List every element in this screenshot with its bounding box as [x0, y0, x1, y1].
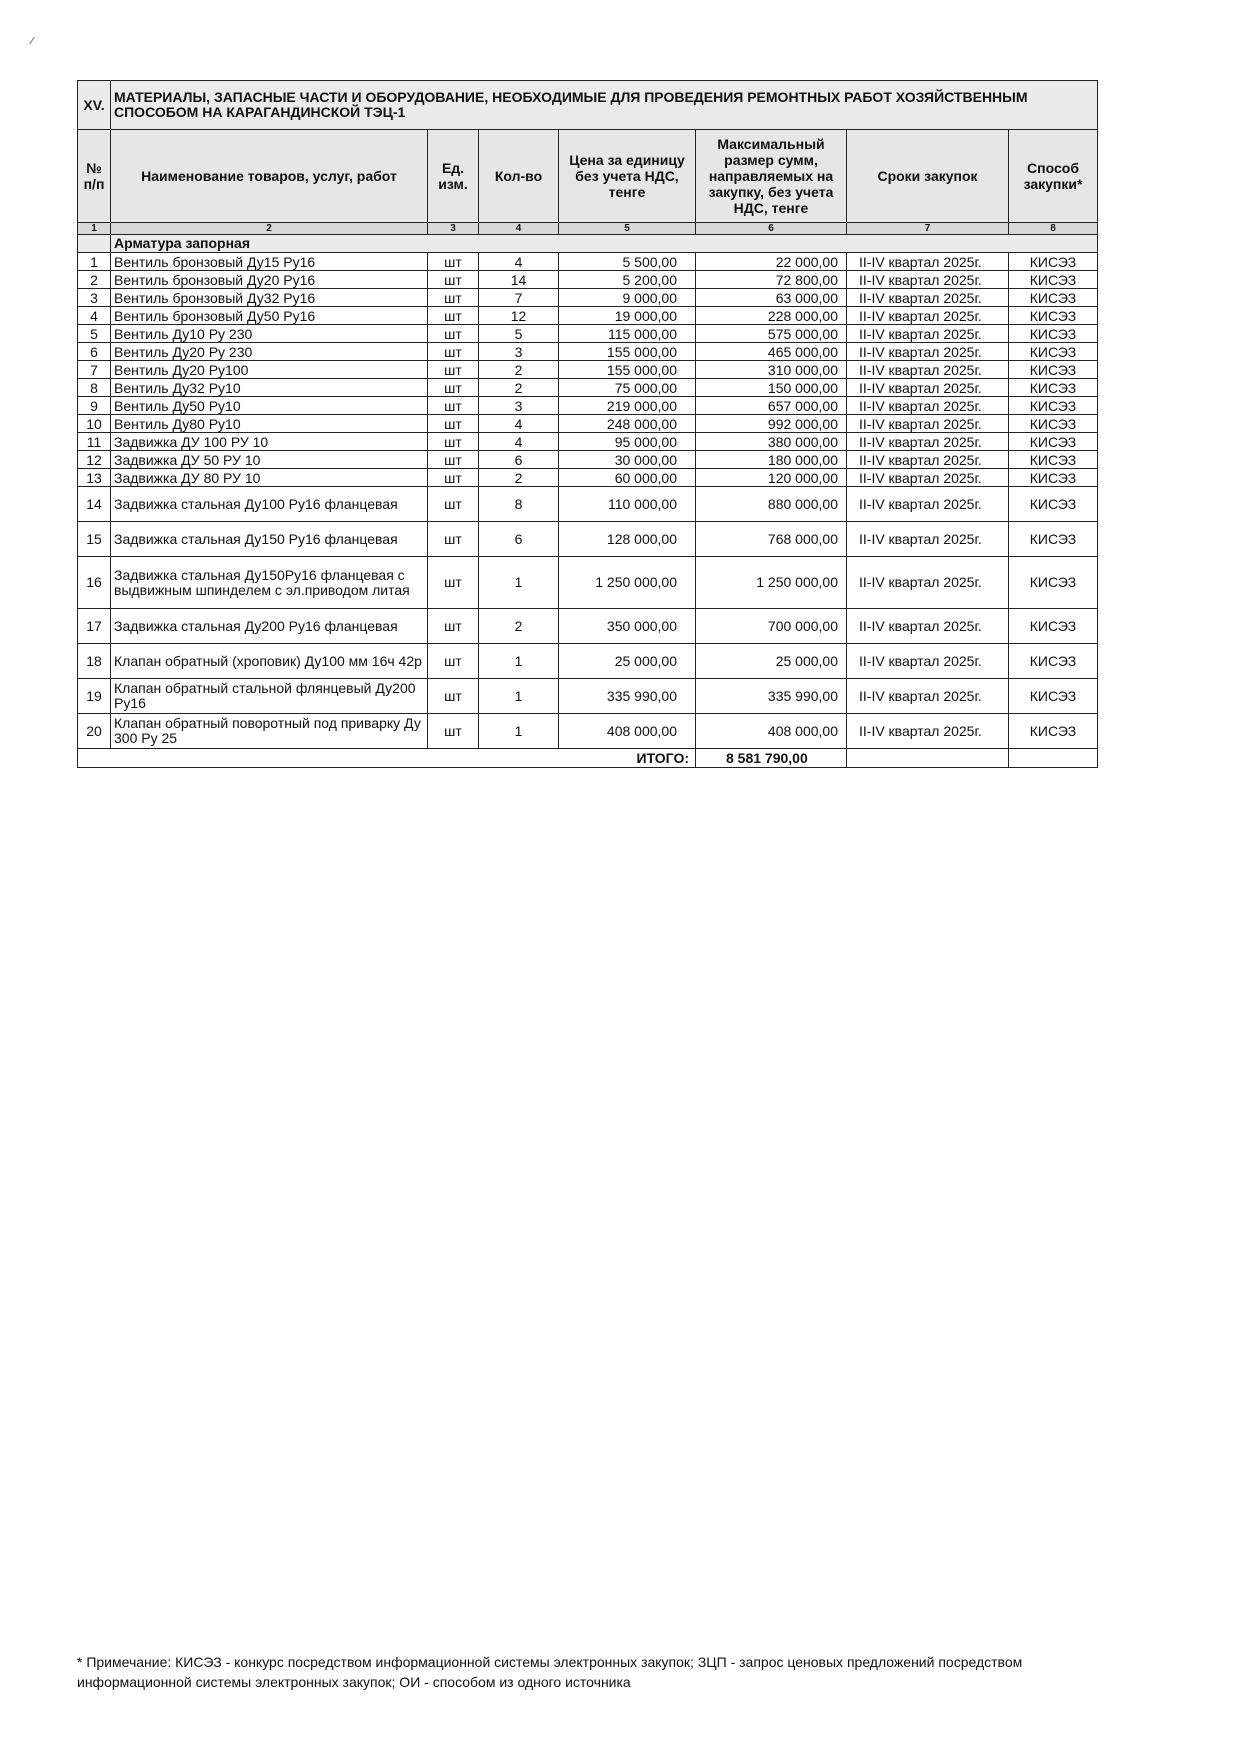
- amount-cell: 25 000,00: [696, 644, 847, 679]
- quantity-cell: 3: [479, 397, 559, 415]
- footnote: * Примечание: КИСЭЗ - конкурс посредством информационной системы электронных закупок; ЗЦП - запрос ценовых предложений посредством информационной системы электронных закупок; ОИ - способом из одного источника: [77, 1654, 1023, 1690]
- unit-cell: шт: [428, 253, 479, 271]
- quantity-cell: 7: [479, 289, 559, 307]
- purchase-method-cell: КИСЭЗ: [1009, 679, 1098, 714]
- quantity-cell: 8: [479, 487, 559, 522]
- row-number: 9: [78, 397, 111, 415]
- amount-cell: 335 990,00: [696, 679, 847, 714]
- row-number: 6: [78, 343, 111, 361]
- row-number: 20: [78, 714, 111, 749]
- purchase-term-cell: II-IV квартал 2025г.: [847, 522, 1009, 557]
- purchase-method-cell: КИСЭЗ: [1009, 289, 1098, 307]
- item-name: Клапан обратный поворотный под приварку Ду 300 Ру 25: [111, 714, 428, 749]
- purchase-term-cell: II-IV квартал 2025г.: [847, 415, 1009, 433]
- purchase-method-cell: КИСЭЗ: [1009, 271, 1098, 289]
- item-name: Задвижка стальная Ду150Ру16 фланцевая с выдвижным шпинделем с эл.приводом литая: [111, 557, 428, 609]
- unit-cell: шт: [428, 487, 479, 522]
- item-name: Вентиль Ду20 Ру100: [111, 361, 428, 379]
- table-row: [78, 379, 1098, 397]
- purchase-term-cell: II-IV квартал 2025г.: [847, 253, 1009, 271]
- table-row: [78, 361, 1098, 379]
- unit-cell: шт: [428, 307, 479, 325]
- purchase-term-cell: II-IV квартал 2025г.: [847, 325, 1009, 343]
- item-name: Вентиль бронзовый Ду15 Ру16: [111, 253, 428, 271]
- purchase-method-cell: КИСЭЗ: [1009, 522, 1098, 557]
- amount-cell: 380 000,00: [696, 433, 847, 451]
- unit-cell: шт: [428, 679, 479, 714]
- row-number: 18: [78, 644, 111, 679]
- purchase-method-cell: КИСЭЗ: [1009, 451, 1098, 469]
- item-name: Вентиль Ду20 Ру 230: [111, 343, 428, 361]
- item-name: Задвижка ДУ 80 РУ 10: [111, 469, 428, 487]
- purchase-method-cell: КИСЭЗ: [1009, 644, 1098, 679]
- purchase-term-cell: II-IV квартал 2025г.: [847, 397, 1009, 415]
- amount-cell: 575 000,00: [696, 325, 847, 343]
- unit-cell: шт: [428, 271, 479, 289]
- item-name: Клапан обратный (хроповик) Ду100 мм 16ч 42р: [111, 644, 428, 679]
- col-header-name: Наименование товаров, услуг, работ: [111, 130, 428, 223]
- row-number: 7: [78, 361, 111, 379]
- amount-cell: 310 000,00: [696, 361, 847, 379]
- purchase-method-cell: КИСЭЗ: [1009, 415, 1098, 433]
- unit-price-cell: 75 000,00: [559, 379, 696, 397]
- section-title: МАТЕРИАЛЫ, ЗАПАСНЫЕ ЧАСТИ И ОБОРУДОВАНИЕ, НЕОБХОДИМЫЕ ДЛЯ ПРОВЕДЕНИЯ РЕМОНТНЫХ РАБОТ ХОЗЯЙСТВЕННЫМ СПОСОБОМ НА КАРАГАНДИНСКОЙ ТЭЦ-1: [111, 81, 1098, 130]
- column-number: 7: [847, 223, 1009, 235]
- amount-cell: 150 000,00: [696, 379, 847, 397]
- quantity-cell: 2: [479, 379, 559, 397]
- col-header-method: Способ закупки*: [1009, 130, 1098, 223]
- unit-price-cell: 350 000,00: [559, 609, 696, 644]
- quantity-cell: 1: [479, 679, 559, 714]
- table-row: [78, 325, 1098, 343]
- total-empty-cell: [847, 749, 1009, 768]
- unit-cell: шт: [428, 361, 479, 379]
- purchase-term-cell: II-IV квартал 2025г.: [847, 433, 1009, 451]
- column-number: 3: [428, 223, 479, 235]
- table-row: [78, 253, 1098, 271]
- unit-cell: шт: [428, 379, 479, 397]
- unit-price-cell: 408 000,00: [559, 714, 696, 749]
- unit-price-cell: 128 000,00: [559, 522, 696, 557]
- amount-cell: 768 000,00: [696, 522, 847, 557]
- item-name: Задвижка стальная Ду200 Ру16 фланцевая: [111, 609, 428, 644]
- col-header-sum: Максимальный размер сумм, направляемых на закупку, без учета НДС, тенге: [696, 130, 847, 223]
- row-number: 19: [78, 679, 111, 714]
- row-number: 13: [78, 469, 111, 487]
- column-number: 8: [1009, 223, 1098, 235]
- table-row: [78, 433, 1098, 451]
- amount-cell: 1 250 000,00: [696, 557, 847, 609]
- total-amount: 8 581 790,00: [696, 749, 847, 768]
- column-number: 4: [479, 223, 559, 235]
- purchase-method-cell: КИСЭЗ: [1009, 557, 1098, 609]
- item-name: Задвижка стальная Ду150 Ру16 фланцевая: [111, 522, 428, 557]
- purchase-method-cell: КИСЭЗ: [1009, 469, 1098, 487]
- table-row: [78, 557, 1098, 609]
- amount-cell: 657 000,00: [696, 397, 847, 415]
- purchase-term-cell: II-IV квартал 2025г.: [847, 451, 1009, 469]
- amount-cell: 465 000,00: [696, 343, 847, 361]
- table-row: [78, 451, 1098, 469]
- unit-cell: шт: [428, 433, 479, 451]
- unit-cell: шт: [428, 469, 479, 487]
- row-number: 4: [78, 307, 111, 325]
- quantity-cell: 1: [479, 557, 559, 609]
- amount-cell: 120 000,00: [696, 469, 847, 487]
- section-number: XV.: [78, 81, 111, 130]
- amount-cell: 700 000,00: [696, 609, 847, 644]
- purchase-method-cell: КИСЭЗ: [1009, 253, 1098, 271]
- purchase-term-cell: II-IV квартал 2025г.: [847, 609, 1009, 644]
- item-name: Задвижка ДУ 50 РУ 10: [111, 451, 428, 469]
- item-name: Вентиль Ду80 Ру10: [111, 415, 428, 433]
- column-number: 2: [111, 223, 428, 235]
- purchase-term-cell: II-IV квартал 2025г.: [847, 679, 1009, 714]
- unit-cell: шт: [428, 325, 479, 343]
- total-row: [78, 749, 1098, 768]
- unit-price-cell: 248 000,00: [559, 415, 696, 433]
- unit-price-cell: 95 000,00: [559, 433, 696, 451]
- total-empty-cell: [78, 749, 111, 768]
- item-name: Вентиль бронзовый Ду20 Ру16: [111, 271, 428, 289]
- amount-cell: 408 000,00: [696, 714, 847, 749]
- purchase-term-cell: II-IV квартал 2025г.: [847, 714, 1009, 749]
- unit-price-cell: 9 000,00: [559, 289, 696, 307]
- table-row: [78, 343, 1098, 361]
- amount-cell: 228 000,00: [696, 307, 847, 325]
- purchase-method-cell: КИСЭЗ: [1009, 487, 1098, 522]
- quantity-cell: 3: [479, 343, 559, 361]
- unit-price-cell: 335 990,00: [559, 679, 696, 714]
- unit-price-cell: 155 000,00: [559, 361, 696, 379]
- procurement-table: [77, 80, 1098, 768]
- column-number: 5: [559, 223, 696, 235]
- purchase-term-cell: II-IV квартал 2025г.: [847, 644, 1009, 679]
- purchase-term-cell: II-IV квартал 2025г.: [847, 361, 1009, 379]
- quantity-cell: 6: [479, 522, 559, 557]
- amount-cell: 22 000,00: [696, 253, 847, 271]
- row-number: 17: [78, 609, 111, 644]
- unit-price-cell: 60 000,00: [559, 469, 696, 487]
- table-row: [78, 609, 1098, 644]
- purchase-term-cell: II-IV квартал 2025г.: [847, 307, 1009, 325]
- quantity-cell: 4: [479, 415, 559, 433]
- row-number: 5: [78, 325, 111, 343]
- quantity-cell: 14: [479, 271, 559, 289]
- item-name: Вентиль Ду50 Ру10: [111, 397, 428, 415]
- column-header-row: [78, 130, 1098, 223]
- quantity-cell: 2: [479, 469, 559, 487]
- col-header-qty: Кол-во: [479, 130, 559, 223]
- purchase-method-cell: КИСЭЗ: [1009, 714, 1098, 749]
- quantity-cell: 2: [479, 361, 559, 379]
- row-number: 3: [78, 289, 111, 307]
- column-number-row: [78, 223, 1098, 235]
- quantity-cell: 2: [479, 609, 559, 644]
- item-name: Задвижка ДУ 100 РУ 10: [111, 433, 428, 451]
- col-header-term: Сроки закупок: [847, 130, 1009, 223]
- table-row: [78, 415, 1098, 433]
- table-row: [78, 271, 1098, 289]
- row-number: 16: [78, 557, 111, 609]
- purchase-term-cell: II-IV квартал 2025г.: [847, 469, 1009, 487]
- purchase-term-cell: II-IV квартал 2025г.: [847, 343, 1009, 361]
- unit-cell: шт: [428, 289, 479, 307]
- purchase-term-cell: II-IV квартал 2025г.: [847, 289, 1009, 307]
- purchase-term-cell: II-IV квартал 2025г.: [847, 487, 1009, 522]
- purchase-term-cell: II-IV квартал 2025г.: [847, 557, 1009, 609]
- group-num-cell: [78, 235, 111, 253]
- row-number: 10: [78, 415, 111, 433]
- item-name: Вентиль бронзовый Ду32 Ру16: [111, 289, 428, 307]
- amount-cell: 72 800,00: [696, 271, 847, 289]
- table-row: [78, 522, 1098, 557]
- unit-cell: шт: [428, 557, 479, 609]
- unit-price-cell: 5 200,00: [559, 271, 696, 289]
- item-name: Вентиль Ду10 Ру 230: [111, 325, 428, 343]
- unit-price-cell: 115 000,00: [559, 325, 696, 343]
- row-number: 11: [78, 433, 111, 451]
- amount-cell: 992 000,00: [696, 415, 847, 433]
- purchase-method-cell: КИСЭЗ: [1009, 379, 1098, 397]
- col-header-price: Цена за единицу без учета НДС, тенге: [559, 130, 696, 223]
- total-label: ИТОГО:: [111, 749, 696, 768]
- table-row: [78, 289, 1098, 307]
- unit-cell: шт: [428, 415, 479, 433]
- amount-cell: 180 000,00: [696, 451, 847, 469]
- unit-cell: шт: [428, 343, 479, 361]
- purchase-method-cell: КИСЭЗ: [1009, 343, 1098, 361]
- row-number: 8: [78, 379, 111, 397]
- unit-cell: шт: [428, 609, 479, 644]
- item-name: Вентиль Ду32 Ру10: [111, 379, 428, 397]
- purchase-method-cell: КИСЭЗ: [1009, 397, 1098, 415]
- unit-price-cell: 219 000,00: [559, 397, 696, 415]
- table-row: [78, 469, 1098, 487]
- column-number: 1: [78, 223, 111, 235]
- purchase-method-cell: КИСЭЗ: [1009, 361, 1098, 379]
- row-number: 2: [78, 271, 111, 289]
- unit-cell: шт: [428, 397, 479, 415]
- item-name: Вентиль бронзовый Ду50 Ру16: [111, 307, 428, 325]
- unit-price-cell: 155 000,00: [559, 343, 696, 361]
- row-number: 14: [78, 487, 111, 522]
- quantity-cell: 4: [479, 433, 559, 451]
- purchase-method-cell: КИСЭЗ: [1009, 433, 1098, 451]
- purchase-method-cell: КИСЭЗ: [1009, 609, 1098, 644]
- unit-price-cell: 25 000,00: [559, 644, 696, 679]
- quantity-cell: 6: [479, 451, 559, 469]
- unit-price-cell: 19 000,00: [559, 307, 696, 325]
- table-row: [78, 307, 1098, 325]
- total-empty-cell: [1009, 749, 1098, 768]
- amount-cell: 880 000,00: [696, 487, 847, 522]
- unit-price-cell: 5 500,00: [559, 253, 696, 271]
- scan-artifact: [29, 37, 34, 44]
- unit-price-cell: 30 000,00: [559, 451, 696, 469]
- quantity-cell: 1: [479, 714, 559, 749]
- quantity-cell: 4: [479, 253, 559, 271]
- row-number: 12: [78, 451, 111, 469]
- purchase-method-cell: КИСЭЗ: [1009, 325, 1098, 343]
- col-header-num: № п/п: [78, 130, 111, 223]
- table-row: [78, 644, 1098, 679]
- table-row: [78, 714, 1098, 749]
- unit-cell: шт: [428, 522, 479, 557]
- unit-cell: шт: [428, 451, 479, 469]
- purchase-method-cell: КИСЭЗ: [1009, 307, 1098, 325]
- table-row: [78, 679, 1098, 714]
- unit-price-cell: 110 000,00: [559, 487, 696, 522]
- table-row: [78, 397, 1098, 415]
- col-header-unit: Ед. изм.: [428, 130, 479, 223]
- group-row: [78, 235, 1098, 253]
- unit-cell: шт: [428, 714, 479, 749]
- row-number: 1: [78, 253, 111, 271]
- purchase-term-cell: II-IV квартал 2025г.: [847, 379, 1009, 397]
- column-number: 6: [696, 223, 847, 235]
- unit-price-cell: 1 250 000,00: [559, 557, 696, 609]
- group-label: Арматура запорная: [111, 235, 1098, 253]
- table-row: [78, 487, 1098, 522]
- quantity-cell: 1: [479, 644, 559, 679]
- quantity-cell: 12: [479, 307, 559, 325]
- row-number: 15: [78, 522, 111, 557]
- section-header-row: [78, 81, 1098, 130]
- unit-cell: шт: [428, 644, 479, 679]
- purchase-term-cell: II-IV квартал 2025г.: [847, 271, 1009, 289]
- quantity-cell: 5: [479, 325, 559, 343]
- amount-cell: 63 000,00: [696, 289, 847, 307]
- item-name: Клапан обратный стальной флянцевый Ду200 Ру16: [111, 679, 428, 714]
- item-name: Задвижка стальная Ду100 Ру16 фланцевая: [111, 487, 428, 522]
